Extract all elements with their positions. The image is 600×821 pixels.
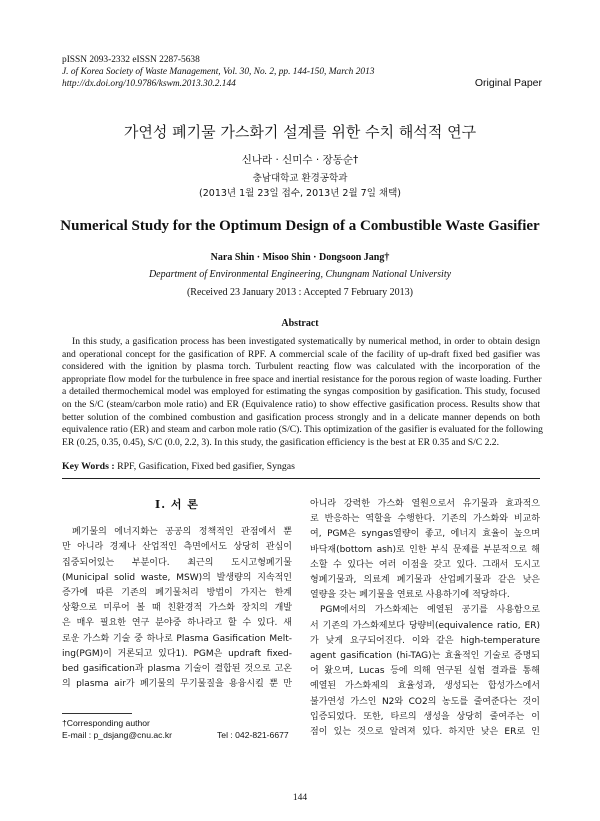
abstract-line: better solution of the combined combustion and gasification process strongly and in a delicate manner depends on both [62, 411, 540, 423]
body-line: 증가에 따른 기존의 폐기물처리 방법이 가지는 한계 [62, 588, 292, 599]
korean-dates: (2013년 1월 23일 접수, 2013년 2월 7일 채택) [199, 188, 401, 199]
keywords-text: RPF, Gasification, Fixed bed gasifier, Syngas [117, 461, 295, 472]
body-line: 로 반응하는 역할을 수행한다. 기존의 가스화와 비교하 [310, 514, 540, 525]
corresponding-author: †Corresponding author [62, 718, 150, 728]
divider [62, 478, 540, 479]
abstract-line: equivalence ratio (ER) and steam and carbon mole ratio (S/C). This optimization of the gasifier is evaluated for the following [62, 424, 543, 436]
section-heading: I. 서 론 [155, 498, 199, 511]
english-title: Numerical Study for the Optimum Design of a Combustible Waste Gasifier [60, 218, 540, 234]
body-line: 폐기물의 에너지화는 공공의 정책적인 관점에서 뿐 [72, 527, 292, 538]
left-column [62, 497, 292, 692]
body-line: 점이 있는 것으로 알려져 있다. 하지만 낮은 ER로 인 [310, 727, 540, 738]
body-line: 소할 수 있다는 여러 이점을 갖고 있다. 그래서 도시고 [310, 559, 540, 570]
korean-affiliation: 충남대학교 환경공학과 [252, 173, 348, 184]
abstract-line: appropriate flow model for the turbulence in free space and inertial resistance for the porous region of waste loading. Further [62, 373, 542, 385]
footnote [62, 717, 292, 741]
article-type-badge: Original Paper [474, 77, 542, 89]
english-affiliation: Department of Environmental Engineering, Chungnam National University [148, 269, 452, 280]
korean-title: 가연성 폐기물 가스화기 설계를 위한 수치 해석적 연구 [123, 123, 477, 141]
author-email[interactable]: E-mail : p_dsjang@cnu.ac.kr [62, 730, 172, 740]
abstract-line: ER (0.25, 0.35, 0.45), S/C (0.0, 2.2, 3). In this study, the gasification efficiency is the best at ER 0.35 and S/C 2.2. [62, 436, 499, 448]
right-column [310, 497, 540, 740]
abstract-line: and operational concept for the gasification of RPF. A commercial scale of the facility of up-draft fixed bed gasifier was [62, 348, 540, 360]
body-line: 바닥재(bottom ash)로 인한 부식 문제를 부분적으로 해 [310, 544, 540, 555]
journal-header [62, 54, 542, 90]
abstract-line: In this study, a gasification process has been investigated systematically by numerical method, in order to obtain design [72, 336, 540, 347]
body-line: 아니라 강력한 가스화 열원으로서 유기물과 효과적으 [310, 499, 540, 509]
body-line: 은 매우 필요한 연구 분야중 하나라고 할 수 있다. 새 [62, 618, 292, 629]
author-tel: Tel : 042-821-6677 [217, 730, 289, 740]
body-line: (Municipal solid waste, MSW)의 발생량의 지속적인 [62, 572, 292, 583]
body-line: 상황으로 미루어 볼 때 친환경적 가스화 장치의 개발 [62, 603, 292, 614]
abstract-line: considered with the ignition by plasma torch. Turbulent reacting flow was calculated with the incorporation of the [62, 361, 540, 373]
body-line: bed gasification과 plasma 기술이 결합된 것으로 고온 [62, 664, 292, 675]
body-line: 어 왔으며, Lucas 등에 의해 연구된 실험 결과를 통해 [310, 666, 540, 677]
english-dates: (Received 23 January 2013 : Accepted 7 February 2013) [186, 287, 414, 298]
body-line: 집중되어있는 부분이다. 최근의 도시고형폐기물 [62, 557, 292, 568]
page-number: 144 [292, 793, 308, 803]
body-line: 형폐기물과, 의료계 폐기물과 산업폐기물과 같은 낮은 [310, 575, 540, 586]
body-line: 열량을 갖는 폐기물을 연료로 사용하기에 적당하다. [310, 590, 510, 601]
footnote-divider [62, 713, 132, 714]
abstract-heading: Abstract [281, 318, 319, 329]
doi-link[interactable]: http://dx.doi.org/10.9786/kswm.2013.30.2.144 [62, 79, 236, 89]
abstract-body [62, 336, 543, 449]
body-line: 가 낮게 요구되어진다. 이와 같은 high-temperature [310, 635, 540, 646]
body-line: 불가연성 가스인 N2와 CO2의 농도를 줄여준다는 것이 [310, 696, 540, 707]
journal-citation: J. of Korea Society of Waste Management, Vol. 30, No. 2, pp. 144-150, March 2013 [62, 67, 375, 77]
body-line: ing(PGM)이 거론되고 있다1). PGM은 updraft fixed- [62, 648, 292, 659]
body-line: 의 plasma air가 폐기물의 무기물질을 용융시킬 뿐 만 [62, 679, 292, 690]
korean-authors: 신나라 · 신미수 · 장동순† [241, 154, 359, 166]
body-line: 입증되었다. 또한, 타르의 생성을 상당히 줄여주는 이 [310, 711, 540, 722]
body-line: 서 기존의 가스화제보다 당량비(equivalence ratio, ER) [310, 620, 540, 631]
body-line: 여, PGM은 syngas열량이 좋고, 에너지 효율이 높으며 [310, 529, 540, 540]
abstract-line: a detailed thermochemical model was employed for estimating the syngas composition by gasification. This study, focused [62, 386, 540, 398]
issn-line: pISSN 2093-2332 eISSN 2287-5638 [62, 55, 200, 65]
english-authors: Nara Shin · Misoo Shin · Dongsoon Jang† [210, 252, 390, 263]
body-line: 예열된 가스화제의 효율성과, 생성되는 합성가스에서 [310, 681, 540, 692]
body-line: PGM에서의 가스화제는 예열된 공기를 사용함으로 [320, 605, 540, 616]
body-line: agent gasification (hi-TAG)는 효율적인 기술로 증명되 [310, 651, 540, 662]
keywords [62, 461, 540, 472]
body-line: 만 아니라 경제나 산업적인 측면에서도 상당히 관심이 [62, 542, 292, 553]
body-line: 로운 가스화 기술 중 하나로 Plasma Gasification Melt- [62, 633, 292, 644]
abstract-line: on the S/C (steam/carbon mole ratio) and ER (Equivalence ratio) to show effective gasification process. Results show that [62, 398, 540, 410]
keywords-label: Key Words : [62, 461, 115, 472]
